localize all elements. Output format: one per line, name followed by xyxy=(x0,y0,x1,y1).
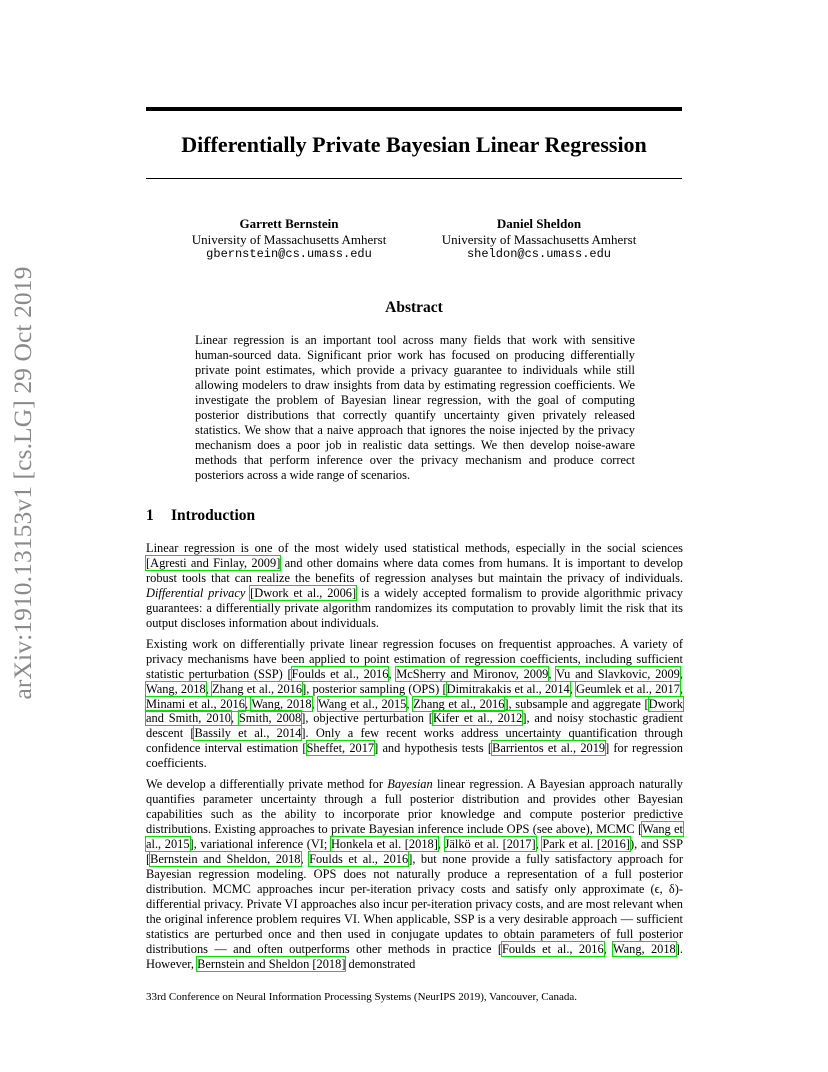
citation-link[interactable]: Sheffet, 2017 xyxy=(306,741,375,756)
title-bottom-rule xyxy=(146,178,682,179)
text-run: ], objective perturbation [ xyxy=(301,711,433,726)
citation-link[interactable]: Wang et al., 2015 xyxy=(146,822,683,852)
citation-link[interactable]: Smith, 2008 xyxy=(238,711,302,726)
citation-link[interactable]: Bernstein and Sheldon [2018] xyxy=(197,956,346,971)
text-run: , xyxy=(231,711,239,726)
citation-link[interactable]: Barrientos et al., 2019 xyxy=(492,741,606,756)
citation-link[interactable]: Minami et al., 2016 xyxy=(146,696,245,711)
section-heading xyxy=(146,506,255,526)
text-run: , xyxy=(311,696,319,711)
text-run: ], subsample and aggregate [ xyxy=(504,696,649,711)
citation-link[interactable]: Wang, 2018 xyxy=(251,696,312,711)
citation-link[interactable]: [Agresti and Finlay, 2009] xyxy=(146,555,281,570)
text-run: Linear regression is one of the most widely used statistical methods, especially in the social sciences xyxy=(146,541,683,555)
text-run: ]. Only a few recent works address uncertainty quantification through confidence interval estimation [ xyxy=(146,726,683,756)
text-run: ], but none provide a fully satisfactory approach for Bayesian regression modeling. OPS does not naturally produce a representation of a full posterior distribution. MCMC approaches incur per-iteration privacy costs and satisfy only approximate (ϵ, δ)-differential privacy. Private VI approaches also incur per-iteration privacy costs, and are most relevant when the original inference problem requires VI. When applicable, SSP is a very desirable approach — sufficient statistics are perturbed once and then used in conjugate updates to obtain parameters of full posterior distributions — and often outperforms other methods in practice [ xyxy=(146,852,683,956)
text-run: ] for regression coefficients. xyxy=(146,741,683,771)
text-run: , xyxy=(388,666,397,681)
citation-link[interactable]: Geumlek et al., 2017 xyxy=(576,681,680,696)
section-number: 1 xyxy=(146,507,154,524)
citation-link[interactable]: Bernstein and Sheldon, 2018 xyxy=(150,852,301,867)
text-run: and other domains where data comes from humans. It is important to develop robust tools that can realize the benefits of regression analyses but maintain the privacy of individuals. xyxy=(146,555,684,585)
citation-link[interactable]: Bassily et al., 2014 xyxy=(194,726,302,741)
text-run: , xyxy=(205,681,212,696)
text-run: We develop a differentially private method for xyxy=(146,777,388,792)
arxiv-stamp xyxy=(2,266,44,699)
citation-link[interactable]: Kifer et al., 2012 xyxy=(432,711,523,726)
citation-link[interactable]: McSherry and Mironov, 2009 xyxy=(396,666,549,681)
text-run: , xyxy=(406,696,414,711)
paragraph-2 xyxy=(146,637,683,772)
emphasis-text: Bayesian xyxy=(387,777,433,792)
author-name: Garrett Bernstein xyxy=(239,216,339,231)
text-run: ]. However, xyxy=(146,941,683,971)
text-run: ), and SSP [ xyxy=(146,837,684,867)
citation-link[interactable]: Foulds et al., 2016 xyxy=(309,852,409,867)
citation-link[interactable]: Foulds et al., 2016 xyxy=(291,666,389,681)
text-run: , xyxy=(679,666,683,681)
author-block xyxy=(170,216,408,263)
text-run: , xyxy=(569,681,577,696)
citation-link[interactable]: Honkela et al. [2018] xyxy=(330,837,438,852)
section-title: Introduction xyxy=(171,507,256,524)
text-run: is a widely accepted formalism to provide algorithmic privacy guarantees: a differentially private algorithm randomizes its computation to provably limit the risk that its output discloses information about individuals. xyxy=(146,585,683,630)
paper-title: Differentially Private Bayesian Linear Regression xyxy=(181,132,647,157)
text-run: , xyxy=(603,941,613,956)
text-run: , xyxy=(548,666,556,681)
paragraph-3 xyxy=(146,777,683,971)
citation-link[interactable]: Dwork and Smith, 2010 xyxy=(146,696,684,726)
abstract-text: Linear regression is an important tool across many fields that work with sensitive human-sourced data. Significant prior work has focused on producing differentially private point estimates, which provide a privacy guarantee to individuals while still allowing modelers to draw insights from data by estimating regression coefficients. We investigate the problem of Bayesian linear regression, with the goal of computing posterior distributions that correctly quantify uncertainty given privately released statistics. We show that a naive approach that ignores the noise injected by the privacy mechanism does a poor job in realistic data settings. We then develop noise-aware methods that perform inference over the privacy mechanism and produce correct posteriors across a wide range of scenarios. xyxy=(195,333,635,483)
author-email: sheldon@cs.umass.edu xyxy=(466,247,612,261)
text-run: ], and noisy stochastic gradient descent [ xyxy=(146,711,683,741)
citation-link[interactable]: Vu and Slavkovic, 2009 xyxy=(555,666,680,681)
citation-link[interactable]: Jälkö et al. [2017] xyxy=(444,837,536,852)
text-run: , xyxy=(244,696,252,711)
citation-link[interactable]: [Dwork et al., 2006] xyxy=(250,585,357,600)
citation-link[interactable]: Foulds et al., 2016 xyxy=(501,941,604,956)
author-email: gbernstein@cs.umass.edu xyxy=(206,247,372,261)
text-run: demonstrated xyxy=(345,956,416,971)
citation-link[interactable]: Wang et al., 2015 xyxy=(318,696,407,711)
citation-link[interactable]: Zhang et al., 2016 xyxy=(413,696,505,711)
text-run: linear regression. A Bayesian approach naturally quantifies parameter uncertainty through a full posterior distribution and provides other Bayesian capabilities such as the ability to incorporate prior knowledge and compute posterior predictive distributions. Existing approaches to private Bayesian inference include OPS (see above), MCMC [ xyxy=(146,777,683,837)
text-run: , xyxy=(679,681,684,696)
text-run: , xyxy=(437,837,445,852)
text-run: ], variational inference (VI; xyxy=(189,837,331,852)
author-block xyxy=(420,216,658,263)
text-run: Existing work on differentially private linear regression focuses on frequentist approaches. A variety of privacy mechanisms have been applied to point estimation of regression coefficients, including sufficient statistic perturbation (SSP) [ xyxy=(146,636,683,681)
citation-link[interactable]: Dimitrakakis et al., 2014 xyxy=(446,681,570,696)
arxiv-stamp-text: arXiv:1910.13153v1 [cs.LG] 29 Oct 2019 xyxy=(8,266,37,699)
citation-link[interactable]: Park et al. [2016] xyxy=(542,837,630,852)
section-body xyxy=(146,541,683,978)
citation-link[interactable]: Wang, 2018 xyxy=(612,941,676,956)
text-run: ], posterior sampling (OPS) [ xyxy=(302,681,447,696)
abstract-heading: Abstract xyxy=(385,299,443,316)
citation-link[interactable]: Zhang et al., 2016 xyxy=(211,681,303,696)
author-affiliation: University of Massachusetts Amherst xyxy=(191,231,387,247)
conference-footnote: 33rd Conference on Neural Information Processing Systems (NeurIPS 2019), Vancouver, Canada. xyxy=(146,991,578,1003)
text-run: , xyxy=(535,837,543,852)
title-top-rule xyxy=(146,107,682,111)
paragraph-1 xyxy=(146,541,683,631)
text-run: , xyxy=(300,852,310,867)
author-name: Daniel Sheldon xyxy=(496,216,582,231)
text-run: ] and hypothesis tests [ xyxy=(374,741,493,756)
author-affiliation: University of Massachusetts Amherst xyxy=(441,231,637,247)
emphasis-text: Differential privacy xyxy=(146,585,246,600)
citation-link[interactable]: Wang, 2018 xyxy=(146,681,206,696)
